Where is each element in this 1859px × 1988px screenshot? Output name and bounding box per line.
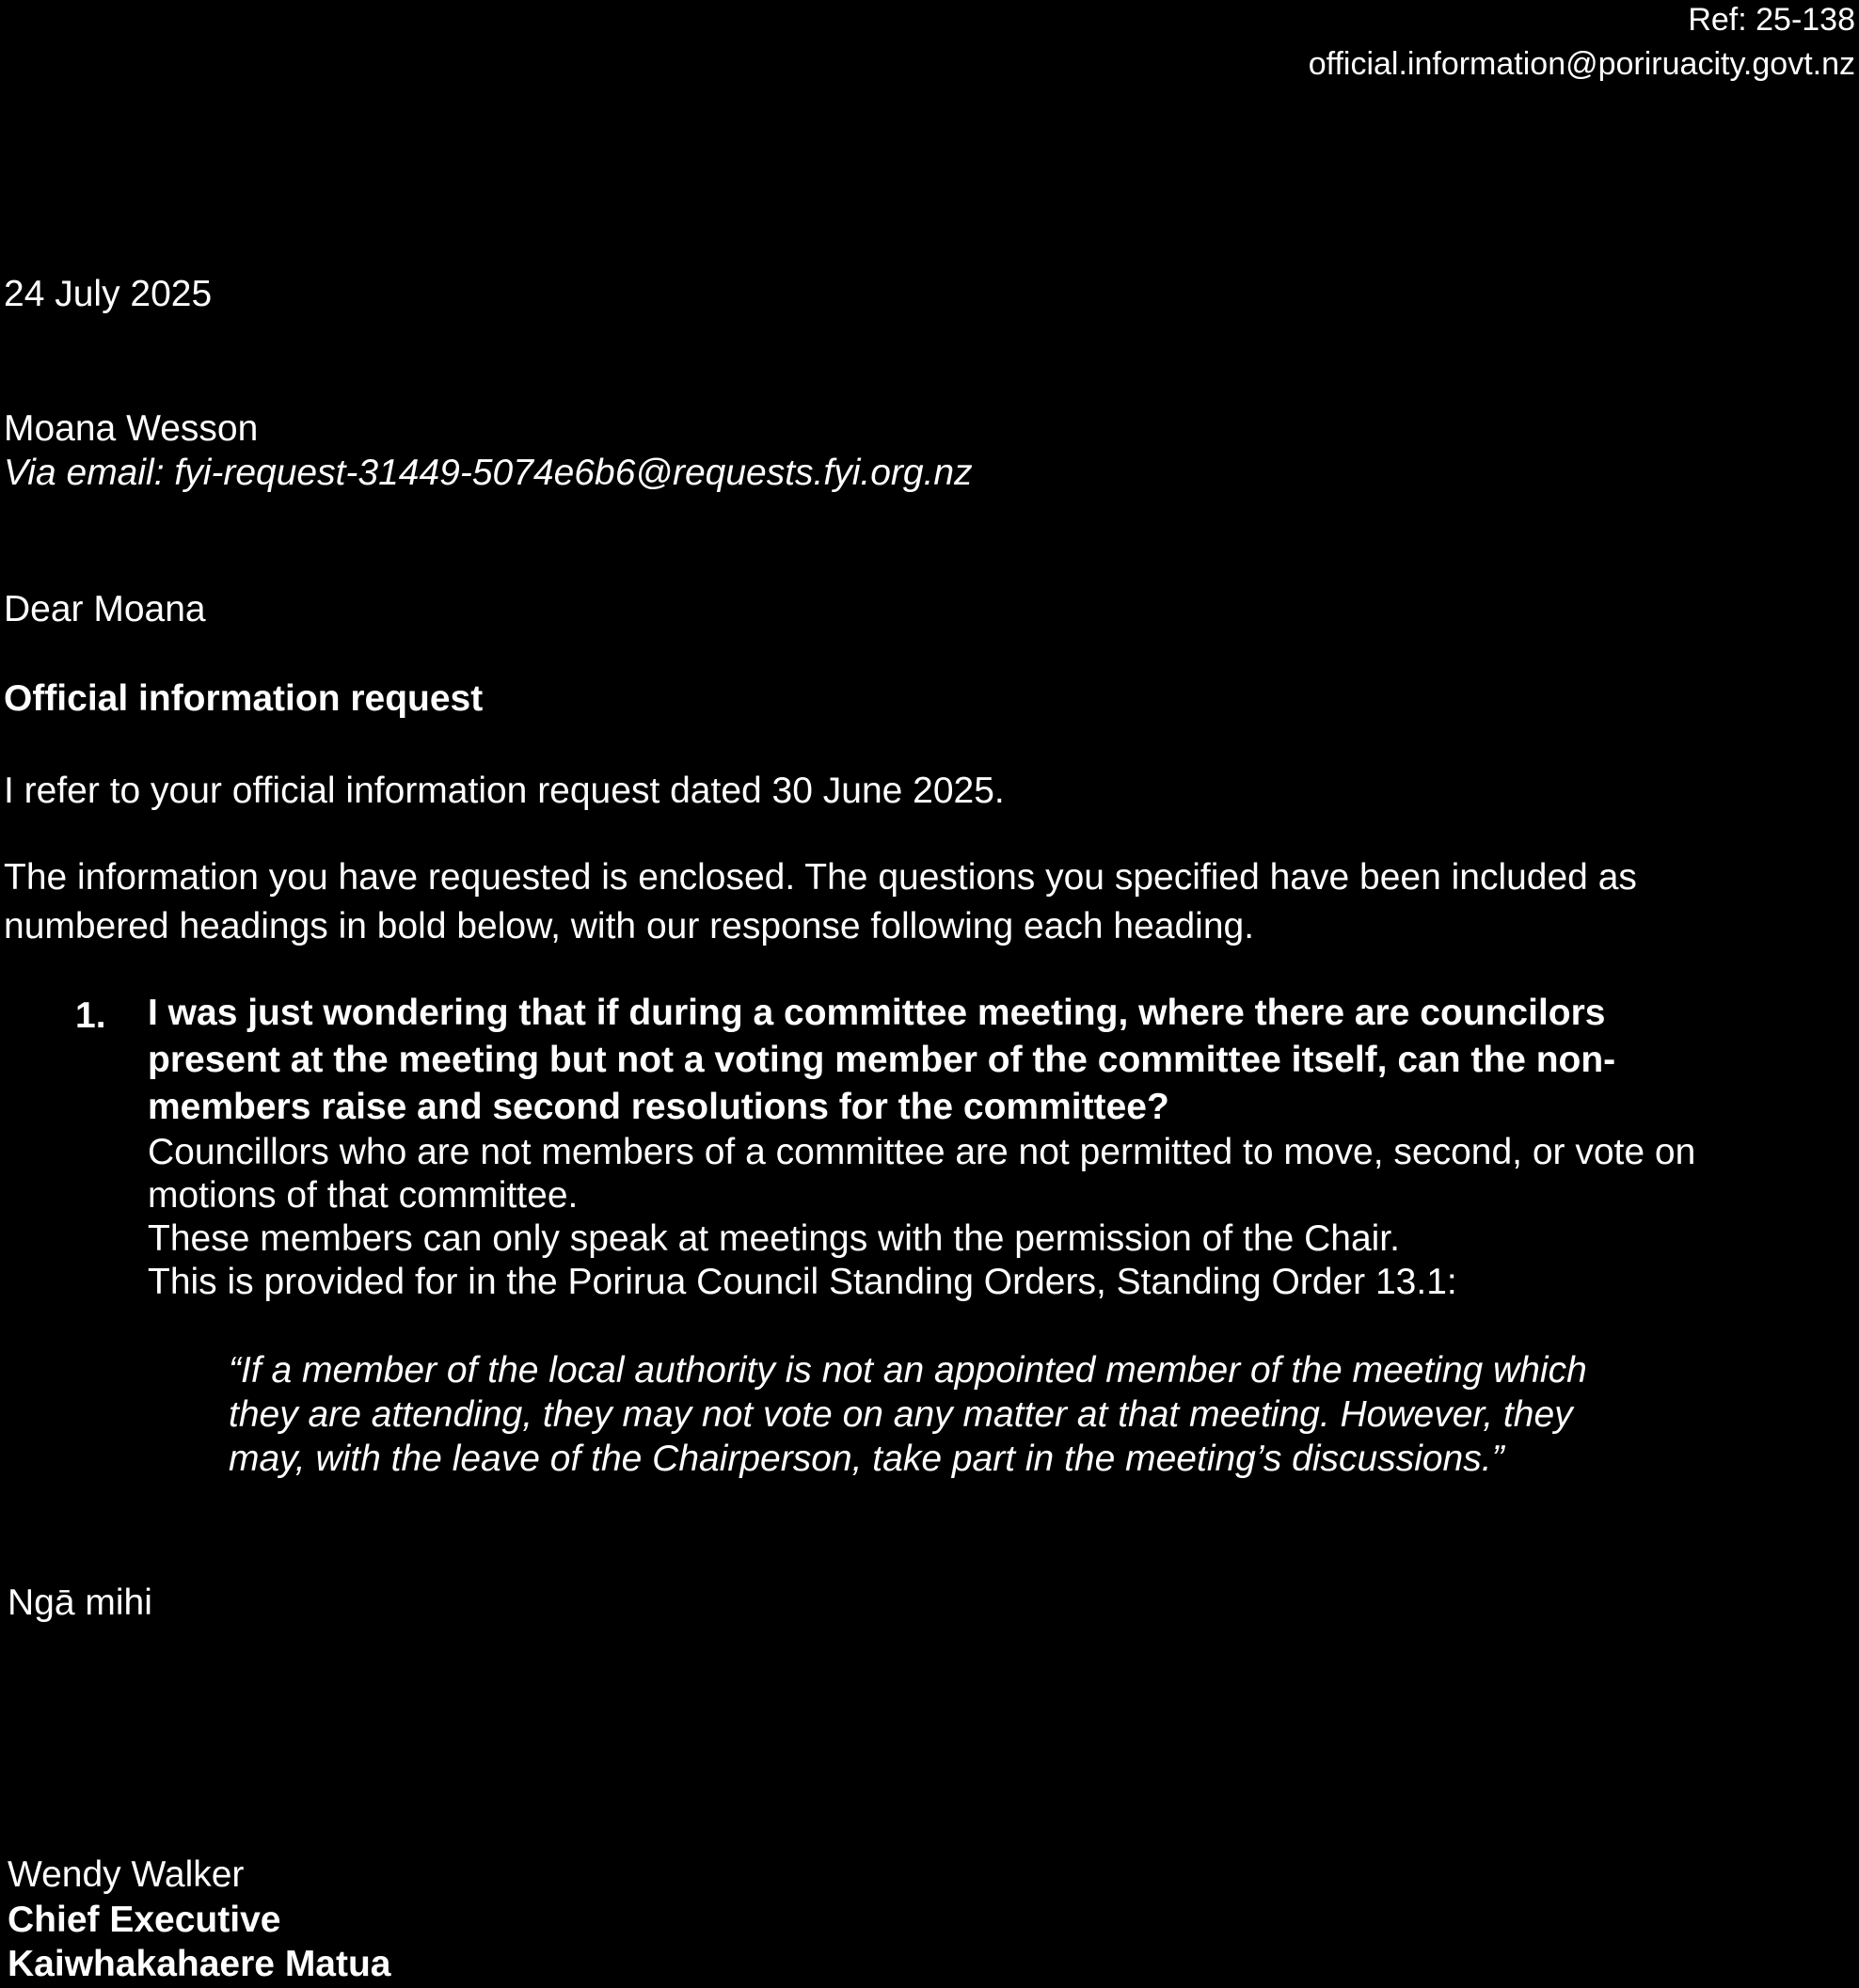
quote-line: “If a member of the local authority is not an appointed member of the meeting which [229,1350,1587,1391]
question-heading-line: members raise and second resolutions for the committee? [148,1087,1169,1127]
quote-line: may, with the leave of the Chairperson, take part in the meeting’s discussions.” [229,1439,1504,1479]
response-line: motions of that committee. [148,1175,579,1216]
enclosed-paragraph-line-1: The information you have requested is enclosed. The questions you specified have been included as [4,857,1637,898]
subject-heading: Official information request [4,678,484,719]
signatory-name: Wendy Walker [8,1854,245,1895]
standing-order-quote [229,1348,1734,1481]
question-block [148,990,1832,1304]
question-heading-line: present at the meeting but not a voting member of the committee itself, can the non- [148,1040,1616,1080]
question-heading-line: I was just wondering that if during a committee meeting, where there are councilors [148,993,1606,1033]
question-number: 1. [75,995,106,1036]
signatory-title-maori: Kaiwhakahaere Matua [8,1944,391,1984]
reference-number: Ref: 25-138 [1688,2,1855,38]
contact-email: official.information@poriruacity.govt.nz [1308,46,1855,82]
recipient-email: Via email: fyi-request-31449-5074e6b6@requests.fyi.org.nz [4,453,973,493]
salutation: Dear Moana [4,589,206,629]
response-line: This is provided for in the Porirua Council Standing Orders, Standing Order 13.1: [148,1262,1457,1302]
enclosed-paragraph-line-2: numbered headings in bold below, with our response following each heading. [4,906,1255,946]
response-line: These members can only speak at meetings with the permission of the Chair. [148,1218,1400,1259]
closing: Ngā mihi [8,1582,152,1623]
quote-line: they are attending, they may not vote on any matter at that meeting. However, they [229,1394,1573,1435]
intro-paragraph: I refer to your official information request dated 30 June 2025. [4,771,1005,811]
letter-date: 24 July 2025 [4,274,213,314]
recipient-name: Moana Wesson [4,408,259,449]
signatory-title: Chief Executive [8,1900,281,1940]
response-line: Councillors who are not members of a committee are not permitted to move, second, or vote on [148,1132,1696,1172]
